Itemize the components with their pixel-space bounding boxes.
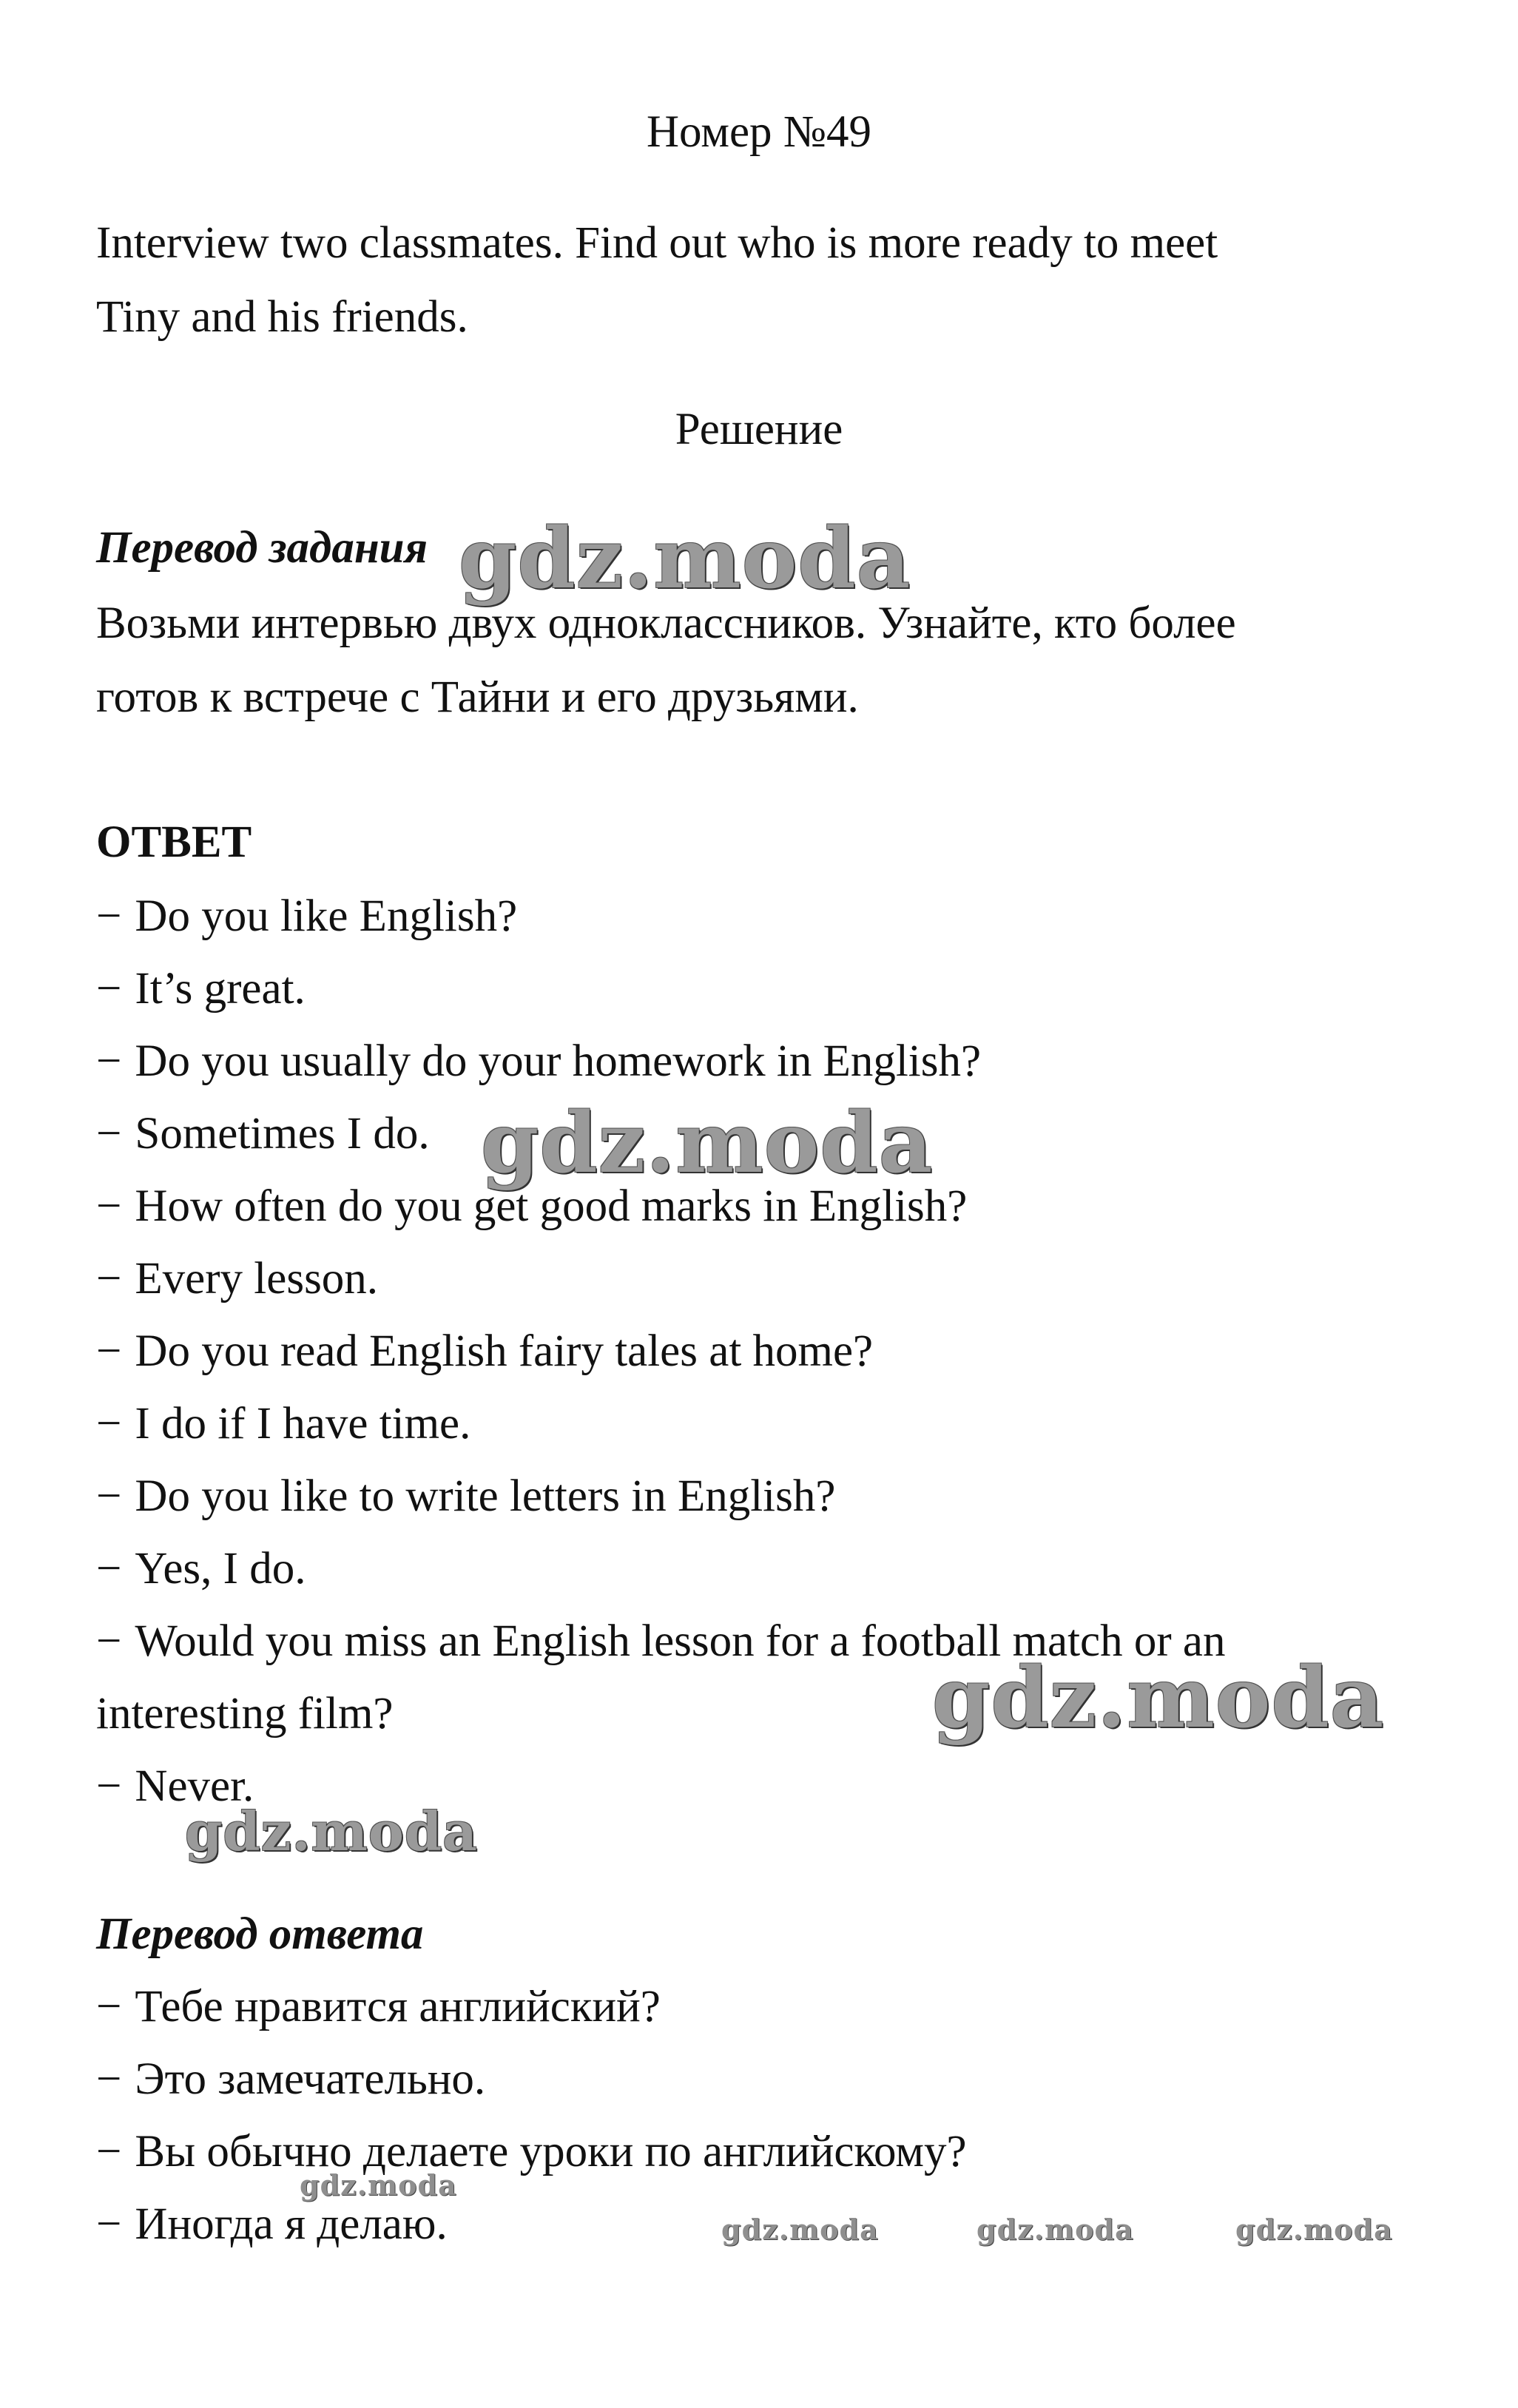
watermark: gdz.moda <box>932 1650 1385 1747</box>
dash-mark: − <box>96 1036 122 1086</box>
dash-mark: − <box>96 1761 122 1811</box>
answer-text: Do you usually do your homework in English? <box>135 1036 982 1086</box>
dash-mark: − <box>96 891 122 941</box>
answer-text: It’s great. <box>135 964 306 1014</box>
page-title: Номер №49 <box>646 107 872 157</box>
dash-mark: − <box>96 1399 122 1448</box>
answer-line <box>96 1109 430 1159</box>
answer-translation-line <box>96 1984 661 2029</box>
answer-line <box>96 964 306 1014</box>
dash-mark: − <box>96 1982 122 2031</box>
dash-mark: − <box>96 1181 122 1231</box>
answer-line <box>96 1401 470 1446</box>
answer-translation-text: Вы обычно делаете уроки по английскому? <box>135 2127 967 2176</box>
watermark: gdz.moda <box>300 2168 457 2202</box>
dash-mark: − <box>96 2054 122 2104</box>
watermark: gdz.moda <box>185 1800 478 1863</box>
answer-translation-text: Тебе нравится английский? <box>135 1982 661 2031</box>
answer-translation-heading: Перевод ответа <box>96 1909 424 1959</box>
answer-translation-text: Иногда я делаю. <box>135 2199 448 2249</box>
dash-mark: − <box>96 1254 122 1304</box>
answer-line <box>96 1254 379 1304</box>
answer-translation-line <box>96 2054 486 2104</box>
answer-translation-line <box>96 2199 448 2249</box>
answer-text: How often do you get good marks in English? <box>135 1181 968 1231</box>
task-translation-line-1: Возьми интервью двух одноклассников. Узнайте, кто более <box>96 598 1236 648</box>
task-line-1: Interview two classmates. Find out who is more ready to meet <box>96 218 1218 268</box>
dash-mark: − <box>96 2127 122 2176</box>
dash-mark: − <box>96 964 122 1014</box>
watermark: gdz.moda <box>1235 2213 1393 2246</box>
task-line-2: Tiny and his friends. <box>96 292 468 342</box>
answer-line-continuation: interesting film? <box>96 1689 394 1738</box>
answer-heading: ОТВЕТ <box>96 817 252 867</box>
answer-text: Every lesson. <box>135 1254 379 1304</box>
dash-mark: − <box>96 2199 122 2249</box>
solution-heading: Решение <box>675 405 843 454</box>
task-translation-heading: Перевод задания <box>96 523 428 573</box>
answer-text: Yes, I do. <box>135 1544 306 1593</box>
watermark: gdz.moda <box>721 2213 879 2246</box>
task-translation-line-2: готов к встрече с Тайни и его друзьями. <box>96 672 859 722</box>
answer-line <box>96 1326 874 1376</box>
answer-text: Never. <box>135 1761 254 1811</box>
dash-mark: − <box>96 1109 122 1159</box>
dash-mark: − <box>96 1471 122 1521</box>
dash-mark: − <box>96 1544 122 1593</box>
dash-mark: − <box>96 1326 122 1376</box>
answer-text: Would you miss an English lesson for a football match or an <box>135 1616 1226 1666</box>
answer-line <box>96 1471 836 1521</box>
answer-text: Do you like English? <box>135 891 518 941</box>
answer-translation-text: Это замечательно. <box>135 2054 486 2104</box>
answer-translation-line <box>96 2129 967 2174</box>
answer-text: Do you read English fairy tales at home? <box>135 1326 874 1376</box>
dash-mark: − <box>96 1616 122 1666</box>
answer-text: I do if I have time. <box>135 1399 471 1448</box>
watermark: gdz.moda <box>976 2213 1134 2246</box>
answer-line <box>96 1036 982 1086</box>
answer-line <box>96 1546 306 1591</box>
answer-text: Do you like to write letters in English? <box>135 1471 836 1521</box>
answer-text: Sometimes I do. <box>135 1109 430 1159</box>
watermark: gdz.moda <box>481 1095 934 1192</box>
watermark: gdz.moda <box>459 510 911 607</box>
answer-line <box>96 891 518 941</box>
